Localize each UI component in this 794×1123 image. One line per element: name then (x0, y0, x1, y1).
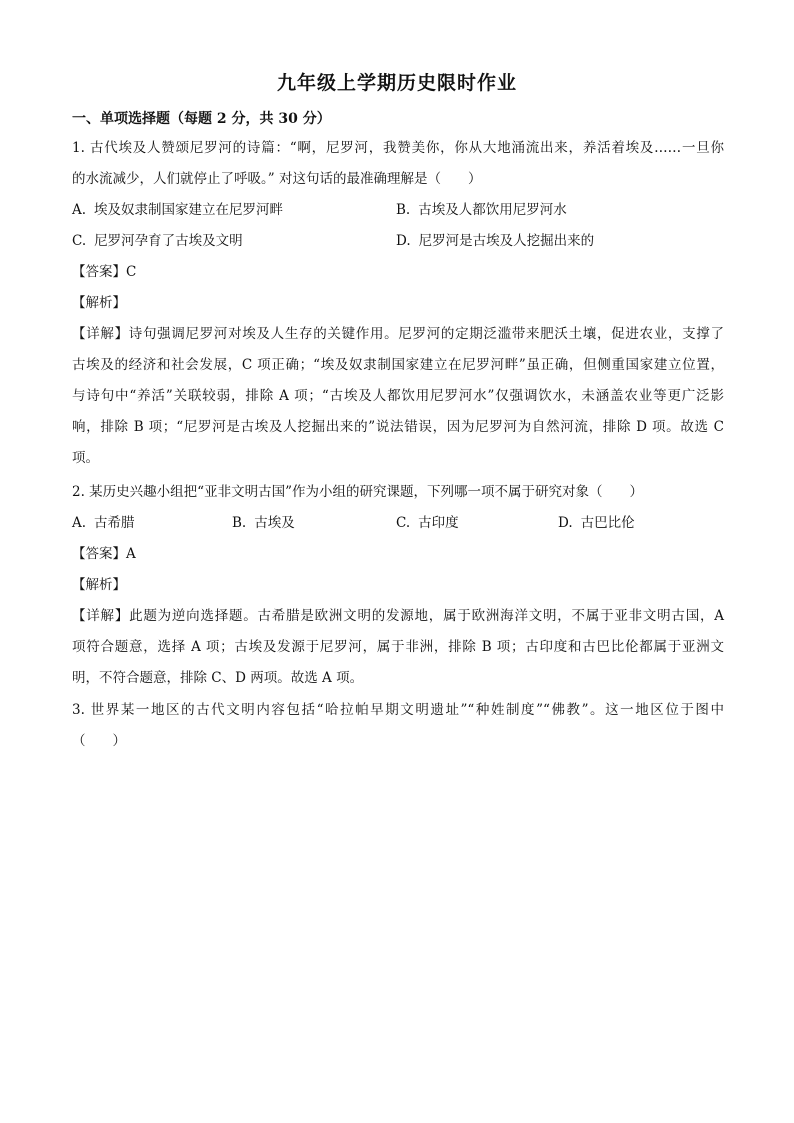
question-2-detail-line-3: 明，不符合题意，排除 C、D 两项。故选 A 项。 (72, 670, 364, 686)
question-1-solution (72, 257, 724, 474)
question-1-detail-line-3: 与诗句中“养活”关联较弱，排除 A 项；“古埃及人都饮用尼罗河水”仅强调饮水，未涵盖农业等更广泛影 (72, 388, 724, 404)
question-3-stem-line-2: （ ） (72, 733, 126, 749)
question-1-answer: 【答案】C (72, 264, 137, 280)
question-1-analysis-label: 【解析】 (72, 295, 126, 311)
question-1-stem-line-2: 的水流减少，人们就停止了呼吸。” 对这句话的最准确理解是（ ） (72, 171, 482, 187)
question-1-option-d: D. 尼罗河是古埃及人挖掘出来的 (396, 233, 595, 249)
question-2-option-b: B. 古埃及 (232, 515, 295, 531)
question-2-options (72, 508, 724, 539)
question-1-options (72, 195, 724, 257)
question-3-stem-line-1: 3. 世界某一地区的古代文明内容包括“哈拉帕早期文明遗址”“种姓制度”“佛教”。这一地区位于图中 (72, 702, 724, 718)
question-2-option-c: C. 古印度 (396, 515, 459, 531)
question-2-option-d: D. 古巴比伦 (558, 515, 635, 531)
question-1-detail-line-5: 项。 (72, 450, 99, 466)
question-1-option-a: A. 埃及奴隶制国家建立在尼罗河畔 (72, 202, 284, 218)
question-2-analysis-label: 【解析】 (72, 577, 126, 593)
question-2-detail-line-2: 项符合题意，选择 A 项；古埃及发源于尼罗河，属于非洲，排除 B 项；古印度和古巴比伦都属于亚洲文 (72, 639, 724, 655)
question-2-answer: 【答案】A (72, 546, 136, 562)
question-2-stem: 2. 某历史兴趣小组把“亚非文明古国”作为小组的研究课题，下列哪一项不属于研究对象（ ） (72, 484, 643, 500)
question-1-detail-line-4: 响，排除 B 项；“尼罗河是古埃及人挖掘出来的”说法错误，因为尼罗河为自然河流，排除 D 项。故选 C (72, 419, 724, 435)
question-1-stem-line-1: 1. 古代埃及人赞颂尼罗河的诗篇：“啊，尼罗河，我赞美你，你从大地涌流出来，养活着埃及……一旦你 (72, 140, 724, 156)
question-2-option-a: A. 古希腊 (72, 515, 135, 531)
question-2-detail-line-1: 【详解】此题为逆向选择题。古希腊是欧洲文明的发源地，属于欧洲海洋文明，不属于亚非文明古国，A (72, 608, 724, 624)
question-3 (72, 695, 724, 757)
page-title: 九年级上学期历史限时作业 (276, 72, 517, 94)
question-2 (72, 477, 724, 508)
question-1-option-c: C. 尼罗河孕育了古埃及文明 (72, 233, 243, 249)
question-2-solution (72, 539, 724, 694)
section-heading: 一、单项选择题（每题 2 分，共 30 分） (72, 111, 331, 127)
question-1-option-b: B. 古埃及人都饮用尼罗河水 (396, 202, 567, 218)
question-1-detail-line-2: 古埃及的经济和社会发展，C 项正确；“埃及奴隶制国家建立在尼罗河畔”虽正确，但侧重国家建立位置， (72, 357, 724, 373)
question-1 (72, 133, 724, 195)
question-1-detail-line-1: 【详解】诗句强调尼罗河对埃及人生存的关键作用。尼罗河的定期泛滥带来肥沃土壤，促进农业，支撑了 (72, 326, 724, 342)
